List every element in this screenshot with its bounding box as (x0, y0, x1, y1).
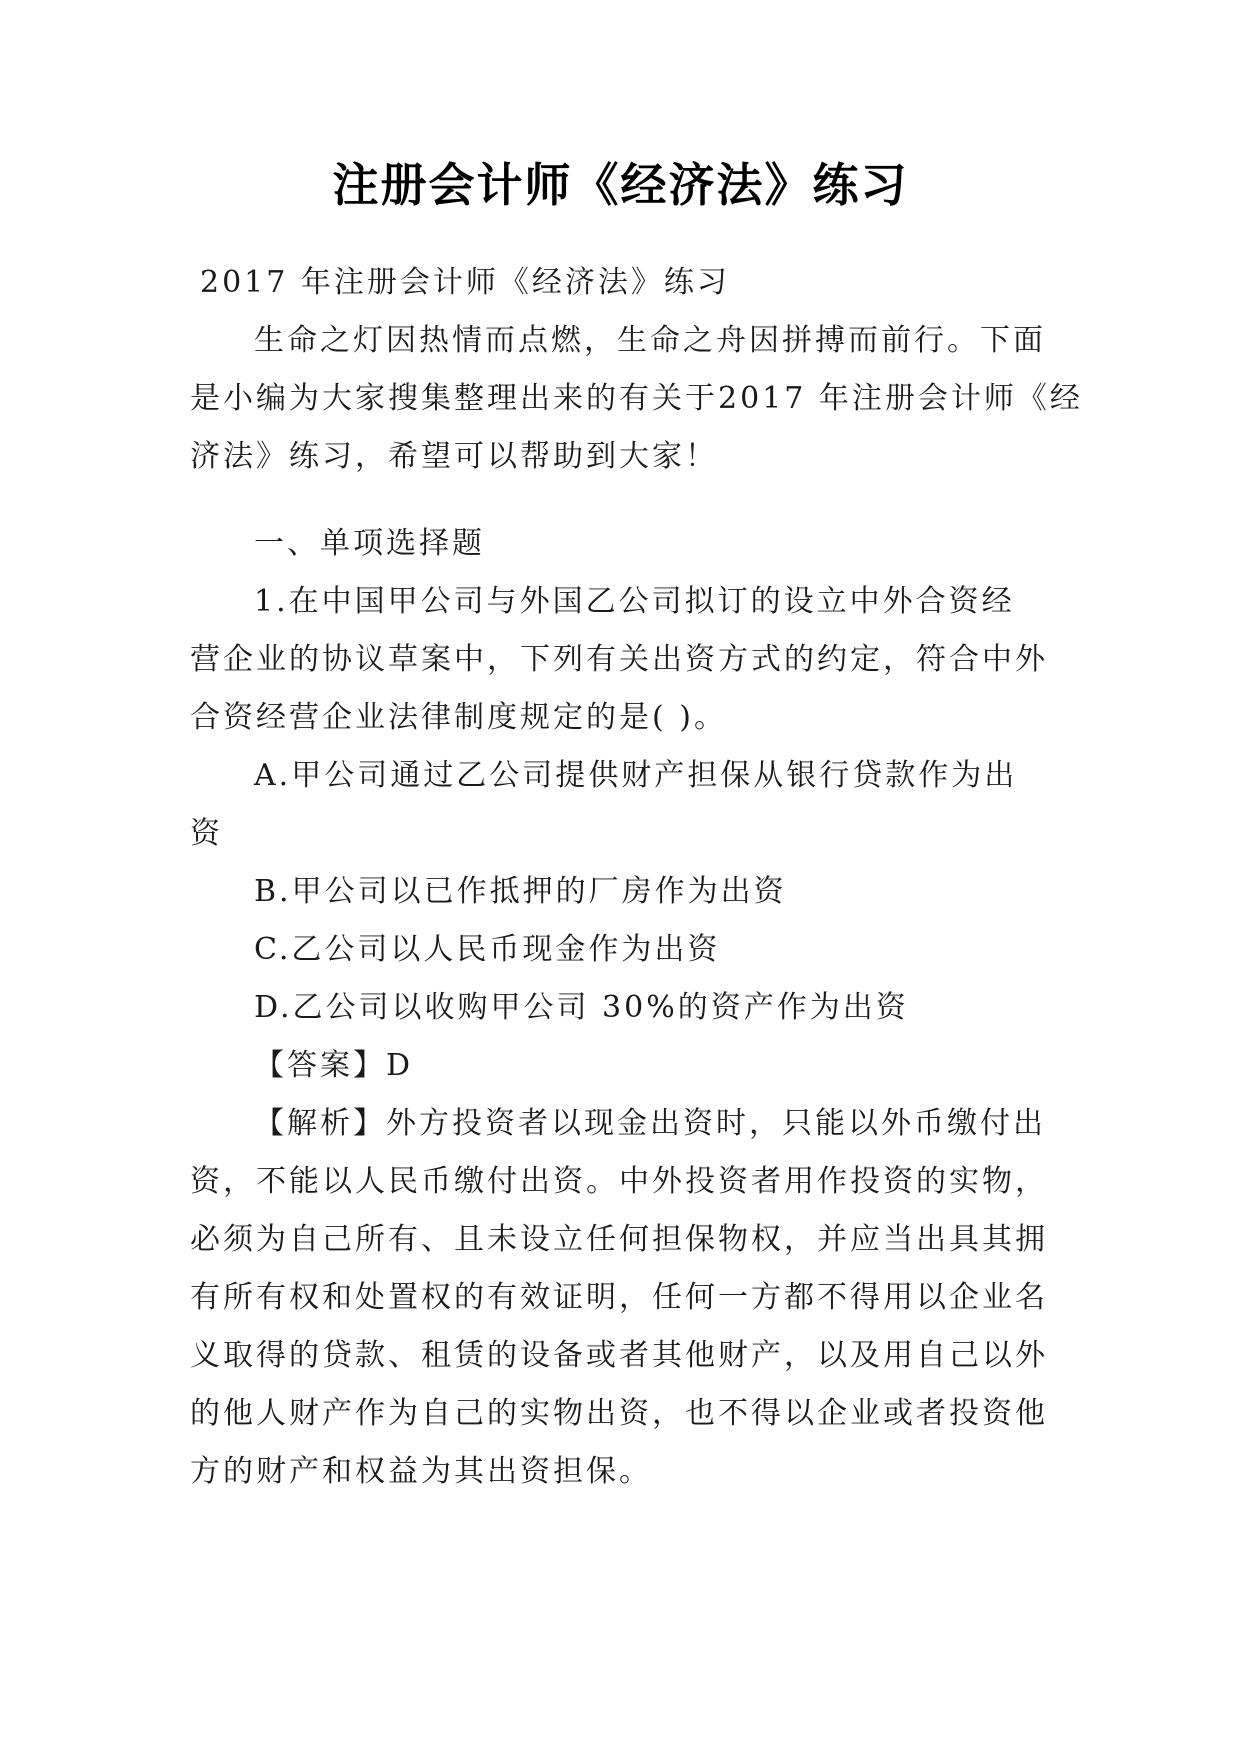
intro-line: 是小编为大家搜集整理出来的有关于2017 年注册会计师《经 (190, 381, 1083, 416)
analysis-line: 有所有权和处置权的有效证明，任何一方都不得用以企业名 (190, 1280, 1048, 1315)
analysis-line: 资，不能以人民币缴付出资。中外投资者用作投资的实物， (190, 1164, 1048, 1199)
document-subtitle: 2017 年注册会计师《经济法》练习 (200, 265, 730, 300)
section-heading: 一、单项选择题 (254, 526, 485, 561)
analysis-line: 【解析】外方投资者以现金出资时，只能以外币缴付出 (254, 1106, 1046, 1141)
option-a (190, 747, 1060, 863)
option-a-line: 资 (190, 816, 223, 851)
analysis-paragraph (190, 1095, 1060, 1501)
analysis-line: 方的财产和权益为其出资担保。 (190, 1454, 652, 1489)
question-line: 合资经营企业法律制度规定的是( )。 (190, 700, 727, 735)
option-b: B.甲公司以已作抵押的厂房作为出资 (254, 874, 787, 909)
question-line: 营企业的协议草案中，下列有关出资方式的约定，符合中外 (190, 642, 1048, 677)
document-title: 注册会计师《经济法》练习 (332, 158, 909, 212)
analysis-line: 必须为自己所有、且未设立任何担保物权，并应当出具其拥 (190, 1222, 1048, 1257)
option-c: C.乙公司以人民币现金作为出资 (254, 932, 721, 967)
intro-line: 济法》练习，希望可以帮助到大家！ (190, 439, 718, 474)
option-a-line: A.甲公司通过乙公司提供财产担保从银行贷款作为出 (254, 758, 1018, 793)
answer-label: 【答案】D (254, 1048, 414, 1083)
question-line: 1.在中国甲公司与外国乙公司拟订的设立中外合资经 (254, 584, 1015, 619)
analysis-line: 的他人财产作为自己的实物出资，也不得以企业或者投资他 (190, 1396, 1048, 1431)
intro-paragraph (190, 312, 1083, 486)
analysis-line: 义取得的贷款、租赁的设备或者其他财产，以及用自己以外 (190, 1338, 1048, 1373)
intro-line: 生命之灯因热情而点燃，生命之舟因拼搏而前行。下面 (254, 323, 1046, 358)
question-stem (190, 573, 1060, 747)
option-d: D.乙公司以收购甲公司 30%的资产作为出资 (254, 990, 909, 1025)
